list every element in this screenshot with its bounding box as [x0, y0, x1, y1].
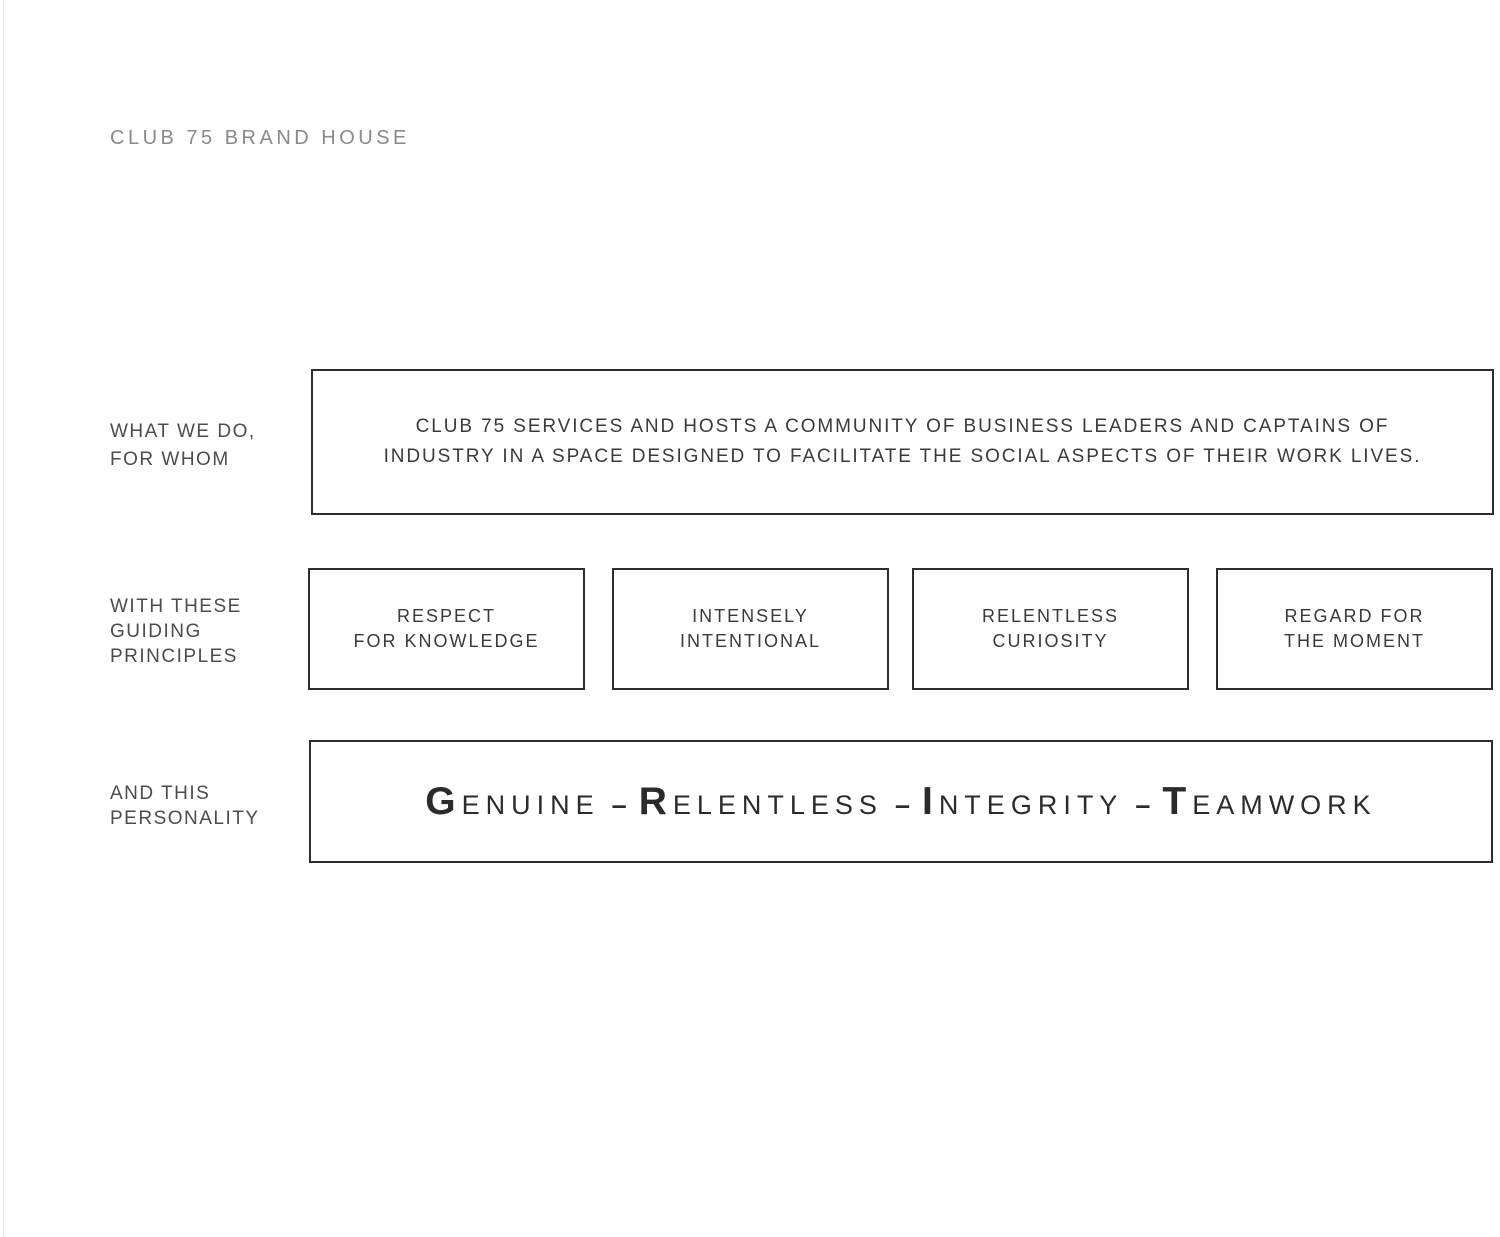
personality-word: GENUINE — [425, 779, 600, 823]
row-label-line: FOR WHOM — [110, 449, 230, 470]
box-text-line: INDUSTRY IN A SPACE DESIGNED TO FACILITATE THE SOCIAL ASPECTS OF THEIR WORK LIVES. — [383, 446, 1422, 467]
principle-box-regard-for-the-moment — [1216, 568, 1493, 690]
box-text-line: RESPECT — [396, 606, 496, 626]
personality-box — [309, 740, 1493, 863]
personality-word: TEAMWORK — [1162, 779, 1377, 823]
row-label-line: AND THIS — [110, 783, 211, 804]
personality-text — [425, 780, 1376, 824]
box-text-line: FOR KNOWLEDGE — [353, 631, 540, 651]
personality-word: RELENTLESS — [638, 779, 883, 823]
row-label-line: WHAT WE DO, — [110, 421, 256, 442]
what-we-do-text — [384, 412, 1422, 472]
row-label-personality — [110, 781, 260, 831]
principle-text — [353, 604, 539, 654]
box-text-line: INTENSELY — [692, 606, 809, 626]
box-text-line: THE MOMENT — [1284, 631, 1425, 651]
row-label-line: PERSONALITY — [110, 808, 260, 829]
page-edge-line — [3, 0, 4, 1237]
principle-box-relentless-curiosity — [912, 568, 1189, 690]
box-text-line: REGARD FOR — [1284, 606, 1425, 626]
row-label-line: WITH THESE — [110, 596, 242, 617]
row-label-what-we-do — [110, 418, 256, 474]
slide-title: CLUB 75 BRAND HOUSE — [110, 127, 410, 149]
row-label-line: PRINCIPLES — [110, 646, 238, 667]
row-label-guiding-principles — [110, 594, 242, 669]
row-label-line: GUIDING — [110, 621, 202, 642]
principle-text — [982, 604, 1119, 654]
personality-separator: – — [894, 789, 910, 820]
box-text-line: INTENTIONAL — [679, 631, 821, 651]
principle-text — [680, 604, 821, 654]
box-text-line: CLUB 75 SERVICES AND HOSTS A COMMUNITY OF BUSINESS LEADERS AND CAPTAINS OF — [415, 416, 1390, 437]
principle-text — [1284, 604, 1425, 654]
principle-box-intensely-intentional — [612, 568, 889, 690]
box-text-line: RELENTLESS — [981, 606, 1120, 626]
what-we-do-box — [311, 369, 1494, 515]
box-text-line: CURIOSITY — [992, 631, 1109, 651]
principle-box-respect-for-knowledge — [308, 568, 585, 690]
personality-word: INTEGRITY — [921, 779, 1124, 823]
personality-separator: – — [1135, 789, 1151, 820]
personality-separator: – — [611, 789, 627, 820]
